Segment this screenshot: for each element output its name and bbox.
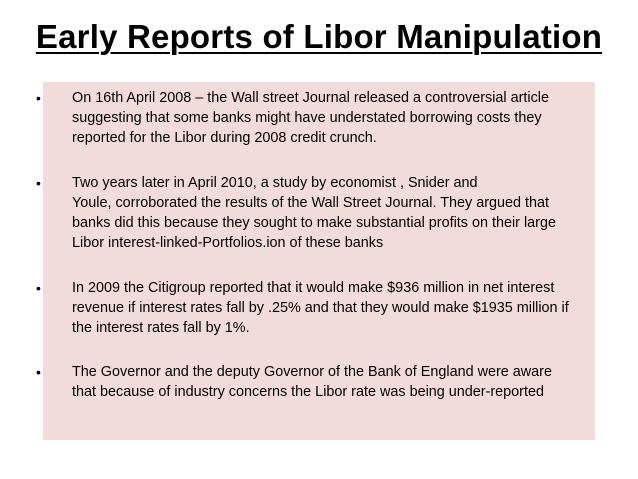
bullet-text	[72, 88, 591, 148]
bullet-line: Libor interest-linked-Portfolios.ion of these banks	[72, 235, 384, 251]
bullet-line: The Governor and the deputy Governor of the Bank of England were aware	[72, 364, 552, 380]
bullet-line: suggesting that some banks might have understated borrowing costs they	[72, 110, 542, 126]
bullet-line: Youle, corroborated the results of the Wall Street Journal. They argued that	[72, 195, 550, 211]
bullet-line: reported for the Libor during 2008 credit crunch.	[72, 130, 377, 146]
bullet-text	[72, 362, 591, 402]
bullet-dot: •	[36, 175, 41, 191]
bullet-dot: •	[36, 280, 41, 296]
bullet-line: On 16th April 2008 – the Wall street Journal released a controversial article	[72, 90, 550, 106]
bullet-text	[72, 278, 591, 338]
bullet-line: the interest rates fall by 1%.	[72, 320, 250, 336]
bullet-dot: •	[36, 364, 41, 380]
slide-title: Early Reports of Libor Manipulation	[35, 18, 603, 55]
bullet-line: that because of industry concerns the Libor rate was being under-reported	[72, 384, 544, 400]
bullet-line: banks did this because they sought to make substantial profits on their large	[72, 215, 556, 231]
content-box	[36, 82, 595, 440]
bullet-line: Two years later in April 2010, a study by economist , Snider and	[72, 175, 478, 191]
bullet-line: revenue if interest rates fall by .25% and that they would make $1935 million if	[72, 300, 569, 316]
bullet-line: In 2009 the Citigroup reported that it would make $936 million in net interest	[72, 280, 555, 296]
bullet-dot: •	[36, 90, 41, 106]
bullet-text	[72, 173, 591, 253]
